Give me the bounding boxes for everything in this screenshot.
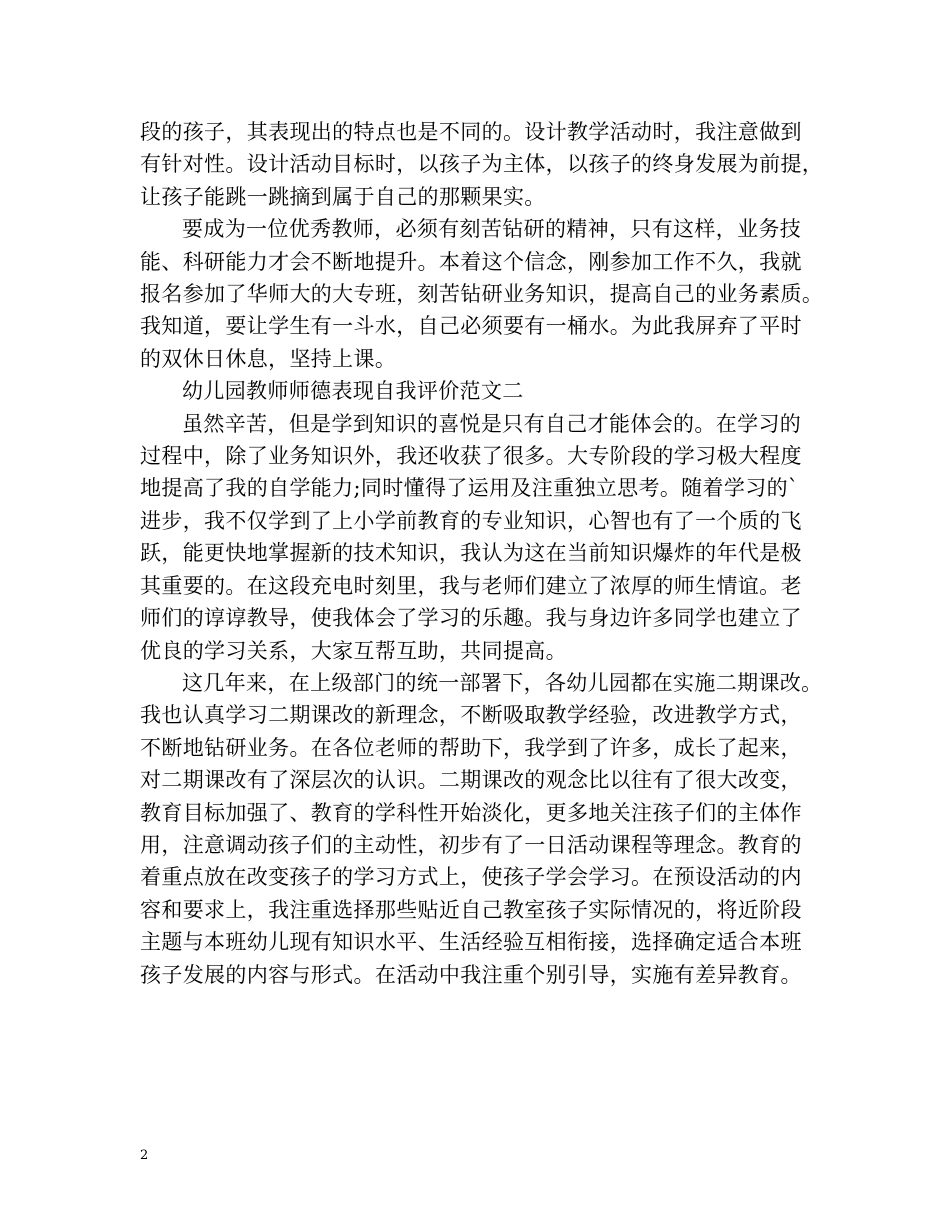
text-line: 我也认真学习二期课改的新理念，不断吸取教学经验，改进教学方式， [140, 703, 802, 728]
text-line: 段的孩子，其表现出的特点也是不同的。设计教学活动时，我注意做到 [140, 120, 802, 144]
text-line: 过程中，除了业务知识外，我还收获了很多。大专阶段的学习极大程度 [140, 444, 802, 469]
text-line: 优良的学习关系，大家互帮互助，共同提高。 [140, 638, 567, 663]
text-line: 对二期课改有了深层次的认识。二期课改的观念比以往有了很大改变， [140, 768, 802, 793]
text-line: 让孩子能跳一跳摘到属于自己的那颗果实。 [140, 184, 546, 209]
text-line: 能、科研能力才会不断地提升。本着这个信念，刚参加工作不久，我就 [140, 249, 802, 274]
text-line: 跃，能更快地掌握新的技术知识，我认为这在当前知识爆炸的年代是极 [140, 541, 802, 566]
text-line: 有针对性。设计活动目标时，以孩子为主体，以孩子的终身发展为前提， [140, 152, 824, 177]
text-line: 要成为一位优秀教师，必须有刻苦钻研的精神，只有这样，业务技 [182, 217, 802, 242]
page-number: 2 [140, 1148, 149, 1163]
text-line: 容和要求上，我注重选择那些贴近自己教室孩子实际情况的，将近阶段 [140, 897, 802, 922]
text-line: 这几年来，在上级部门的统一部署下，各幼儿园都在实施二期课改。 [182, 670, 823, 695]
text-line: 用，注意调动孩子们的主动性，初步有了一日活动课程等理念。教育的 [140, 832, 802, 857]
text-line: 的双休日休息，坚持上课。 [140, 346, 397, 371]
text-line: 进步，我不仅学到了上小学前教育的专业知识，心智也有了一个质的飞 [140, 508, 802, 533]
text-line: 主题与本班幼儿现有知识水平、生活经验互相衔接，选择确定适合本班 [140, 930, 802, 955]
text-line: 虽然辛苦，但是学到知识的喜悦是只有自己才能体会的。在学习的 [182, 411, 802, 436]
text-line: 地提高了我的自学能力;同时懂得了运用及注重独立思考。随着学习的` [140, 476, 799, 501]
text-line: 孩子发展的内容与形式。在活动中我注重个别引导，实施有差异教育。 [140, 962, 802, 987]
text-line: 着重点放在改变孩子的学习方式上，使孩子学会学习。在预设活动的内 [140, 865, 802, 890]
text-line: 师们的谆谆教导，使我体会了学习的乐趣。我与身边许多同学也建立了 [140, 606, 802, 631]
text-line: 其重要的。在这段充电时刻里，我与老师们建立了浓厚的师生情谊。老 [140, 573, 802, 598]
section-heading: 幼儿园教师师德表现自我评价范文二 [182, 379, 524, 404]
text-line: 不断地钻研业务。在各位老师的帮助下，我学到了许多，成长了起来， [140, 735, 802, 760]
text-line: 报名参加了华师大的大专班，刻苦钻研业务知识，提高自己的业务素质。 [140, 282, 824, 307]
text-line: 教育目标加强了、教育的学科性开始淡化，更多地关注孩子们的主体作 [140, 800, 802, 825]
text-line: 我知道，要让学生有一斗水，自己必须要有一桶水。为此我屏弃了平时 [140, 314, 802, 339]
body-text [140, 116, 830, 991]
